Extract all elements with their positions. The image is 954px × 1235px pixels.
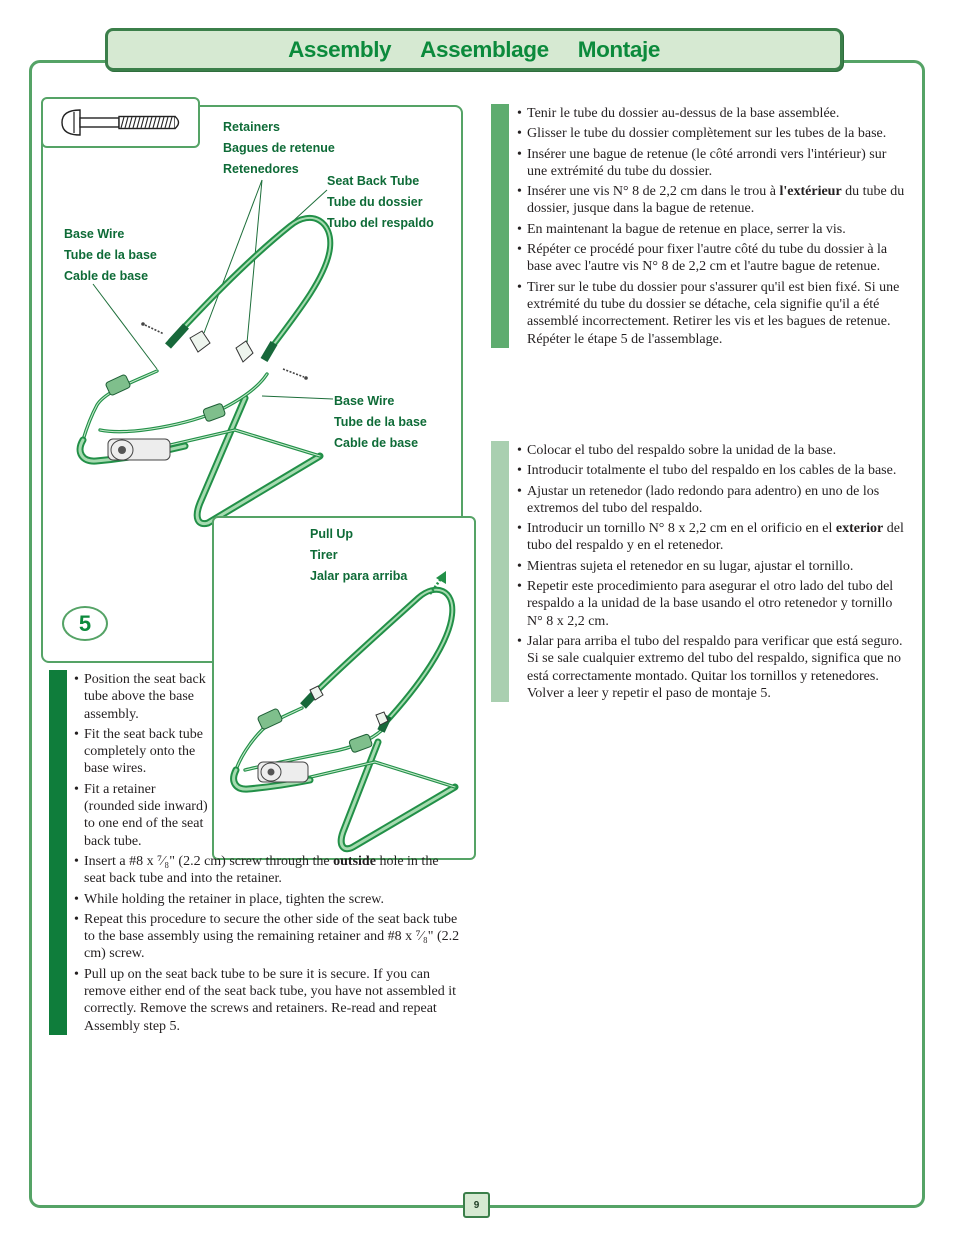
list-item: • Mientras sujeta el retenedor en su lugar, ajustar el tornillo. [516, 558, 910, 575]
french-section-bar [491, 104, 509, 348]
list-item: • Repetir este procedimiento para asegurar el otro lado del tubo del respaldo a la unidad de la base usando el otro retenedor y tornillo N° 8 x 2,2 cm. [516, 578, 910, 630]
list-item: • Tirer sur le tube du dossier pour s'assurer qu'il est bien fixé. Si une extrémité du tube du dossier se détache, cela signifie qu'il a été assemblé incorrectement. Retirer les vis et les bagues de retenue. Répéter le étape 5 de l'assemblage. [516, 279, 910, 348]
list-item: • Pull up on the seat back tube to be sure it is secure. If you can remove either end of the seat back tube, you have not assembled it correctly. Remove the screws and retainers. Re-read and repeat Assembly step 5. [73, 966, 462, 1035]
step-number-badge: 5 [62, 606, 108, 641]
french-instructions [491, 104, 910, 348]
label-line: Seat Back Tube [327, 174, 420, 188]
list-item: • Position the seat back tube above the base assembly. [73, 671, 208, 723]
list-item: • En maintenant la bague de retenue en place, serrer la vis. [516, 221, 910, 238]
spanish-instructions [491, 441, 910, 702]
instruction-text: du tube du dossier, jusque dans la bague de retenue. [527, 184, 905, 217]
label-line: Retainers [223, 120, 280, 134]
page-header [105, 28, 843, 71]
instruction-text: Introducir un tornillo N° 8 x 2,2 cm en el orificio en el [527, 521, 836, 537]
label-line: Base Wire [64, 227, 125, 241]
vibration-unit-drawing [108, 439, 170, 460]
list-item: • Colocar el tubo del respaldo sobre la unidad de la base. [516, 442, 910, 459]
label-line: Tirer [310, 548, 338, 562]
label-line: Cable de base [334, 436, 419, 450]
label-line: Bagues de retenue [223, 141, 335, 155]
base-clip-drawing [105, 374, 226, 422]
screw-icon [41, 97, 200, 148]
label-pull-up [310, 524, 407, 587]
page-number: 9 [463, 1192, 490, 1218]
title-english: Assembly [288, 36, 392, 62]
list-item [516, 183, 910, 218]
list-item [73, 853, 462, 888]
label-line: Jalar para arriba [310, 569, 408, 583]
english-instructions [49, 670, 462, 1035]
label-base-wire-left [64, 224, 157, 287]
list-item: • Fit the seat back tube completely onto the base wires. [73, 726, 208, 778]
label-line: Base Wire [334, 394, 395, 408]
instruction-text: del tubo del respaldo y en el retenedor. [527, 521, 904, 554]
label-seat-back-tube [327, 171, 434, 234]
list-item: • Fit a retainer (rounded side inward) to one end of the seat back tube. [73, 781, 208, 850]
list-item: • While holding the retainer in place, tighten the screw. [73, 891, 462, 908]
label-line: Tubo del respaldo [327, 216, 434, 230]
retainer-drawing [190, 331, 253, 362]
list-item: • Jalar para arriba el tubo del respaldo para verificar que está seguro. Si se sale cualquier extremo del tubo del respaldo, significa que no está correctamente montado. Quitar los tornillos y retenedores. Volver a leer y repetir el paso de montaje 5. [516, 633, 910, 702]
spanish-section-bar [491, 441, 509, 702]
label-base-wire-right [334, 391, 427, 454]
label-line: Tube de la base [64, 248, 157, 262]
instruction-text: hole in the seat back tube and into the retainer. [84, 853, 439, 887]
label-retainers [223, 117, 335, 180]
list-item: • Répéter ce procédé pour fixer l'autre côté du tube du dossier à la base avec l'autre vis N° 8 de 2,2 cm et l'autre bague de retenue. [516, 241, 910, 276]
instruction-text: Insert a #8 x ⁷⁄₈" (2.2 cm) screw through the [84, 853, 334, 869]
label-line: Cable de base [64, 269, 149, 283]
label-line: Tube de la base [334, 415, 427, 429]
french-steps-list [516, 104, 910, 348]
english-steps-list [73, 670, 462, 1035]
label-line: Retenedores [223, 162, 299, 176]
english-section-bar [49, 670, 67, 1035]
title-spanish: Montaje [577, 36, 660, 62]
spanish-steps-list [516, 441, 910, 702]
instruction-text: Insérer une vis N° 8 de 2,2 cm dans le trou à [527, 184, 780, 200]
title-french: Assemblage [420, 36, 549, 62]
emphasis-text: outside [333, 853, 376, 869]
list-item: • Glisser le tube du dossier complètement sur les tubes de la base. [516, 125, 910, 142]
list-item: • Repeat this procedure to secure the other side of the seat back tube to the base assembly using the remaining retainer and #8 x ⁷⁄₈" (2.2 cm) screw. [73, 911, 462, 963]
list-item: • Introducir totalmente el tubo del respaldo en los cables de la base. [516, 462, 910, 479]
list-item: • Ajustar un retenedor (lado redondo para adentro) en uno de los extremos del tubo del respaldo. [516, 483, 910, 518]
leader-lines [93, 180, 333, 399]
label-line: Tube du dossier [327, 195, 423, 209]
emphasis-text: l'extérieur [779, 184, 842, 200]
label-line: Pull Up [310, 527, 354, 541]
emphasis-text: exterior [835, 521, 884, 537]
list-item: • Insérer une bague de retenue (le côté arrondi vers l'intérieur) sur une extrémité du tube du dossier. [516, 146, 910, 181]
list-item [516, 520, 910, 555]
list-item: • Tenir le tube du dossier au-dessus de la base assemblée. [516, 105, 910, 122]
